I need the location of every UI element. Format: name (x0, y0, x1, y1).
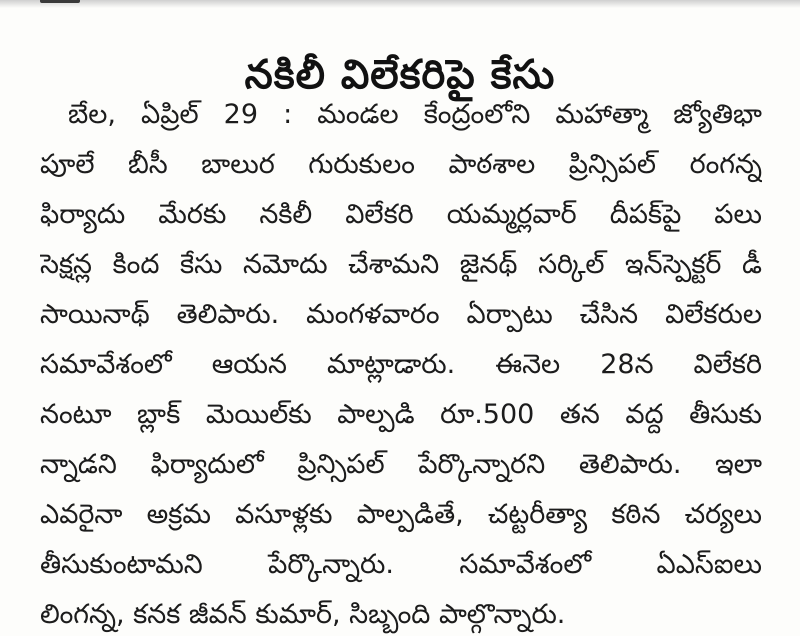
article-line: బేల, ఏప్రిల్ 29 : మండల కేంద్రంలోని మహాత్మా జ్యోతిభా (68, 99, 762, 130)
article-line: ఫిర్యాదు మేరకు నకిలీ విలేకరి యమ్మర్లవార్ దీపక్‌పై పలు (40, 199, 762, 230)
article-line: పూలే బీసీ బాలుర గురుకులం పాఠశాల ప్రిన్సిపల్ రంగన్న (40, 149, 762, 180)
article-line: సాయినాథ్ తెలిపారు. మంగళవారం ఏర్పాటు చేసిన విలేకరుల (40, 299, 762, 330)
article-headline: నకిలీ విలేకరిపై కేసు (244, 51, 556, 98)
article-body (40, 90, 762, 636)
article-line: సమావేశంలో ఆయన మాట్లాడారు. ఈనెల 28న విలేకరి (40, 349, 762, 380)
article-line: న్నాడని ఫిర్యాదులో ప్రిన్సిపల్ పేర్కొన్నారని తెలిపారు. ఇలా (40, 449, 762, 480)
top-edge-rule (0, 0, 800, 8)
article-line: లింగన్న, కనక జీవన్ కుమార్, సిబ్బంది పాల్గొన్నారు. (40, 599, 566, 630)
article-line: ఎవరైనా అక్రమ వసూళ్లకు పాల్పడితే, చట్టరీత్యా కఠిన చర్యలు (40, 499, 762, 530)
top-cropped-fragment (40, 0, 80, 3)
article-line: సెక్షన్ల కింద కేసు నమోదు చేశామని జైనథ్ సర్కిల్ ఇన్‌స్పెక్టర్ డీ (40, 249, 762, 280)
article-line: నంటూ బ్లాక్ మెయిల్‌కు పాల్పడి రూ.500 తన వద్ద తీసుకు (40, 399, 762, 430)
article-line: తీసుకుంటామని పేర్కొన్నారు. సమావేశంలో ఏఎస్ఐలు (40, 549, 762, 580)
